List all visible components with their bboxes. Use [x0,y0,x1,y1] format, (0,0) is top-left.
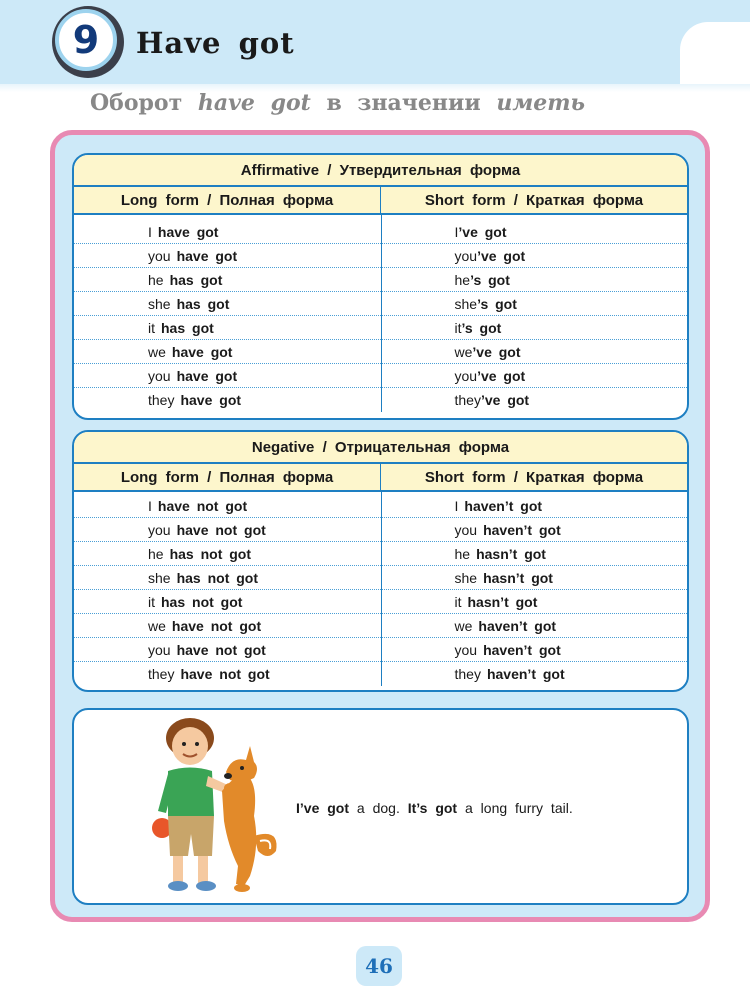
boy-with-dog-illustration [150,716,285,896]
affirmative-title: Affirmative / Утвердительная форма [74,155,687,187]
verb-long: has got [169,271,223,288]
subtitle-part1: Оборот [90,90,183,116]
short-form-cell [381,638,688,661]
negative-title: Negative / Отрицательная форма [74,432,687,464]
table-row [74,220,687,244]
subject: you [148,247,171,264]
table-row [74,614,687,638]
short-form-cell [381,316,688,339]
affirmative-column-headers [74,187,687,215]
verb-short: haven’t got [486,666,565,682]
subject: it [454,593,462,610]
verb-short: ’s got [470,271,510,288]
table-row [74,662,687,686]
short-form-cell [381,494,688,517]
subject: I [454,497,459,514]
subject: I [148,223,152,240]
long-form-cell [74,220,381,243]
verb-short: haven’t got [483,521,561,538]
long-form-cell [74,268,381,291]
subject: it [148,319,155,336]
subject: it [454,319,462,336]
verb-long: have got [176,367,238,384]
verb-long: has not got [176,569,259,586]
table-row [74,244,687,268]
subject: you [148,367,171,384]
short-form-cell [381,220,688,243]
page-number: 46 [356,946,402,986]
table-row [74,388,687,412]
short-form-cell [381,268,688,291]
subject: we [454,343,473,360]
subject: you [148,641,171,658]
short-form-cell [381,590,688,613]
verb-long: have not got [176,641,266,658]
short-form-cell [381,292,688,315]
affirmative-table-body [74,215,687,412]
long-form-cell [74,542,381,565]
subtitle-part4: иметь [496,90,586,116]
subject: we [454,617,473,634]
verb-short: haven’t got [483,641,561,658]
long-form-cell [74,292,381,315]
subject: they [148,666,175,682]
lesson-number-badge: 9 [55,9,117,71]
subject: he [148,271,164,288]
table-row [74,590,687,614]
long-form-cell [74,662,381,686]
subtitle-part3: в значении [326,90,481,116]
table-row [74,494,687,518]
long-form-cell [74,388,381,412]
verb-short: haven’t got [464,497,543,514]
subject: he [454,271,471,288]
verb-long: has got [176,295,230,312]
negative-long-header: Long form / Полная форма [74,464,381,490]
verb-short: ’ve got [472,343,521,360]
subject: I [148,497,152,514]
verb-short: ’ve got [480,392,530,408]
table-row [74,638,687,662]
subject: they [148,392,175,408]
long-form-cell [74,638,381,661]
verb-long: have not got [176,521,266,538]
verb-long: has not got [161,593,243,610]
short-form-cell [381,340,688,363]
subtitle-part2: have got [197,90,311,116]
negative-table-body [74,492,687,686]
verb-short: ’s got [477,295,517,312]
affirmative-table [72,153,689,420]
negative-column-headers [74,464,687,492]
long-form-cell [74,566,381,589]
subject: you [148,521,171,538]
page-title: Have got [136,26,295,60]
verb-short: hasn’t got [467,593,538,610]
table-row [74,566,687,590]
verb-short: hasn’t got [476,545,546,562]
caption-part4: a long furry tail. [465,800,573,816]
verb-long: have not got [180,666,270,682]
long-form-cell [74,614,381,637]
long-form-cell [74,590,381,613]
long-form-cell [74,340,381,363]
subject: we [148,617,166,634]
table-row [74,542,687,566]
verb-short: ’ve got [458,223,507,240]
verb-long: have got [157,223,219,240]
verb-short: ’s got [461,319,502,336]
short-form-cell [381,388,688,412]
subtitle [90,90,585,116]
verb-short: ’ve got [477,247,526,264]
long-form-cell [74,494,381,517]
short-form-cell [381,566,688,589]
table-row [74,316,687,340]
affirmative-short-header: Short form / Краткая форма [424,191,644,209]
short-form-cell [381,518,688,541]
table-row [74,364,687,388]
subject: it [148,593,155,610]
subject: she [454,569,478,586]
short-form-cell [381,614,688,637]
subject: he [148,545,164,562]
subject: she [148,295,171,312]
short-form-cell [381,244,688,267]
long-form-cell [74,316,381,339]
negative-table [72,430,689,692]
subject: you [454,367,478,384]
subject: you [454,641,478,658]
short-form-cell [381,542,688,565]
subject: they [454,666,481,682]
negative-short-header: Short form / Краткая форма [424,468,644,486]
subject: she [454,295,478,312]
table-row [74,268,687,292]
short-form-cell [381,364,688,387]
subject: you [454,247,478,264]
verb-long: has got [161,319,214,336]
verb-short: haven’t got [478,617,557,634]
subject: you [454,521,478,538]
header-corner-tab [680,22,750,84]
caption-part2: a dog. [356,800,400,816]
subject: I [454,223,459,240]
table-row [74,292,687,316]
verb-long: have got [171,343,233,360]
table-row [74,340,687,364]
verb-long: have not got [171,617,262,634]
subject: he [454,545,471,562]
verb-long: have not got [157,497,248,514]
caption-part1: I’ve got [296,800,350,816]
verb-long: has not got [169,545,252,562]
short-form-cell [381,662,688,686]
table-row [74,518,687,542]
long-form-cell [74,518,381,541]
subject: she [148,569,171,586]
illustration-caption [296,800,573,816]
caption-part3: It’s got [407,800,458,816]
subject: we [148,343,166,360]
verb-long: have got [180,392,242,408]
verb-long: have got [176,247,238,264]
long-form-cell [74,364,381,387]
verb-short: ’ve got [477,367,526,384]
affirmative-long-header: Long form / Полная форма [74,187,381,213]
subject: they [454,392,481,408]
verb-short: hasn’t got [483,569,553,586]
long-form-cell [74,244,381,267]
